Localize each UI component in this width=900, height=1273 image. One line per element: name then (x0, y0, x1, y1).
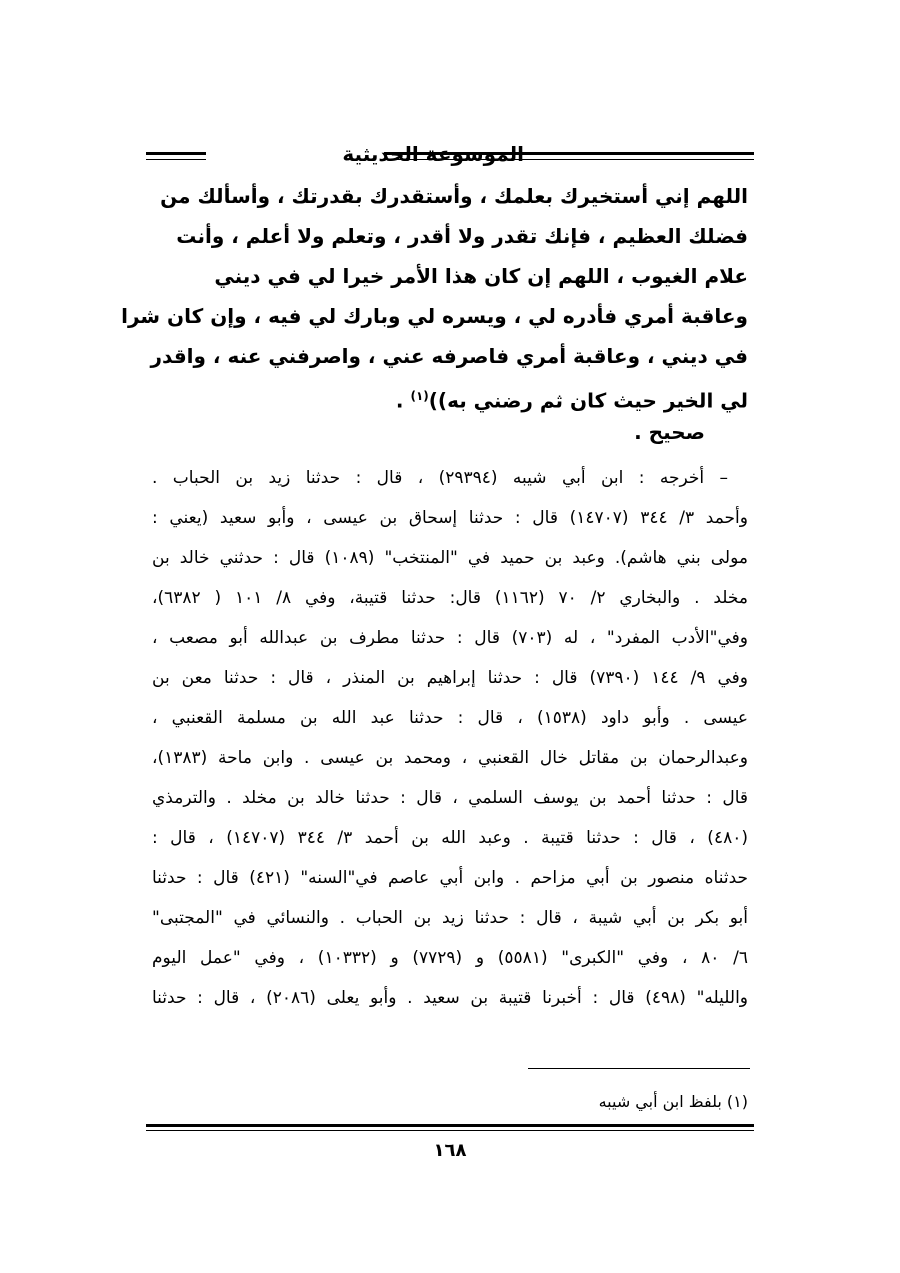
takhrij-line: – أخرجه : ابن أبي شيبه (٢٩٣٩٤) ، قال : حدثنا زيد بن الحباب . (152, 468, 728, 488)
dua-text (121, 176, 754, 416)
takhrij-line: قال : حدثنا أحمد بن يوسف السلمي ، قال : حدثنا خالد بن مخلد . والترمذي (152, 788, 748, 808)
takhrij-line: وأحمد ٣/ ٣٤٤ (١٤٧٠٧) قال : حدثنا إسحاق بن عيسى ، وأبو سعيد (يعني : (152, 508, 748, 528)
takhrij-line: ٦/ ٨٠ ، وفي "الكبرى" (٥٥٨١) و (٧٧٢٩) و (١٠٣٣٢) ، وفي "عمل اليوم (152, 948, 748, 968)
hadith-grading: صحيح . (634, 420, 705, 444)
takhrij-line: وفي"الأدب المفرد" ، له (٧٠٣) قال : حدثنا مطرف بن عبدالله أبو مصعب ، (152, 628, 748, 648)
takhrij-line: حدثناه منصور بن أبي مزاحم . وابن أبي عاصم في"السنه" (٤٢١) قال : حدثنا (152, 868, 748, 888)
dua-line: في ديني ، وعاقبة أمري فاصرفه عني ، واصرفني عنه ، واقدر (150, 344, 748, 368)
footnote-marker: (١) (410, 389, 429, 403)
dua-closing: . (395, 388, 411, 413)
footer-rule-thick (146, 1124, 754, 1127)
dua-line: علام الغيوب ، اللهم إن كان هذا الأمر خيرا لي في ديني (214, 264, 748, 288)
header-rule-right (384, 152, 754, 160)
footnote: (١) بلفظ ابن أبي شيبه (598, 1092, 748, 1111)
takhrij-line: أبو بكر بن أبي شيبة ، قال : حدثنا زيد بن الحباب . والنسائي في "المجتبى" (152, 908, 748, 928)
takhrij-line: مولى بني هاشم). وعبد بن حميد في "المنتخب" (١٠٨٩) قال : حدثني خالد بن (152, 548, 748, 568)
header-rule-left (146, 152, 206, 160)
footer-rule-thin (146, 1130, 754, 1131)
page-number: ١٦٨ (433, 1140, 467, 1161)
header-title: الموسوعة الحديثية (342, 142, 524, 166)
page-header (146, 140, 754, 174)
takhrij-line: مخلد . والبخاري ٢/ ٧٠ (١١٦٢) قال: حدثنا قتيبة، وفي ٨/ ١٠١ ( ٦٣٨٢)، (152, 588, 748, 608)
dua-line: فضلك العظيم ، فإنك تقدر ولا أقدر ، وتعلم ولا أعلم ، وأنت (176, 224, 748, 248)
takhrij-line: عيسى . وأبو داود (١٥٣٨) ، قال : حدثنا عبد الله بن مسلمة القعنبي ، (152, 708, 749, 728)
dua-line: اللهم إني أستخيرك بعلمك ، وأستقدرك بقدرتك ، وأسألك من (160, 184, 748, 208)
takhrij-text (146, 458, 754, 1018)
takhrij-line: وعبدالرحمان بن مقاتل خال القعنبي ، ومحمد بن عيسى . وابن ماحة (١٣٨٣)، (152, 748, 748, 768)
dua-line-last (146, 376, 754, 416)
takhrij-line: وفي ٩/ ١٤٤ (٧٣٩٠) قال : حدثنا إبراهيم بن المنذر ، قال : حدثنا معن بن (152, 668, 748, 688)
dua-line-text: لي الخير حيث كان ثم رضني به)) (428, 388, 748, 413)
takhrij-line: والليله" (٤٩٨) قال : أخبرنا قتيبة بن سعيد . وأبو يعلى (٢٠٨٦) ، قال : حدثنا (152, 988, 749, 1008)
dua-line: وعاقبة أمري فأدره لي ، ويسره لي وبارك لي فيه ، وإن كان شرا (121, 304, 748, 328)
takhrij-line: (٤٨٠) ، قال : حدثنا قتيبة . وعبد الله بن أحمد ٣/ ٣٤٤ (١٤٧٠٧) ، قال : (152, 828, 748, 848)
footnote-divider (528, 1068, 750, 1069)
